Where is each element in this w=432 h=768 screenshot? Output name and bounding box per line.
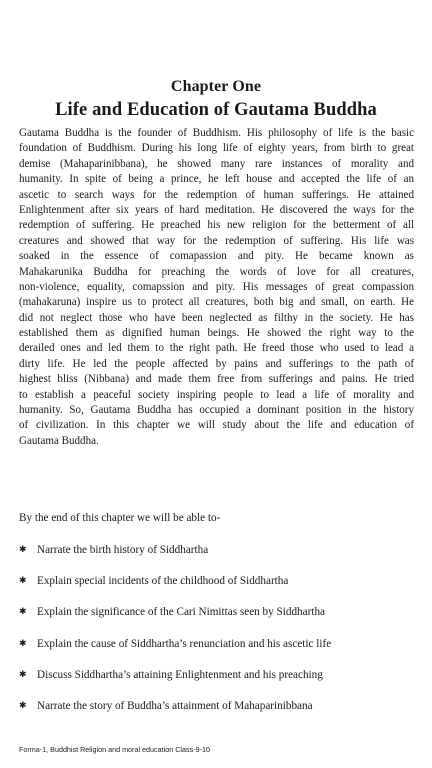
paragraph-line: soaked in the essence of comapassion and pity. He became known as bbox=[19, 250, 414, 263]
paragraph-line: Enlightenment after six years of hard meditation. He discovered the ways for the bbox=[19, 203, 414, 216]
paragraph-line: Mahakarunika Buddha for preaching the words of love for all creatures, bbox=[19, 265, 414, 278]
intro-paragraph bbox=[19, 126, 414, 449]
objective-item bbox=[19, 575, 414, 606]
paragraph-line: to establish a peaceful society inspiring people to lead a life of morality and bbox=[19, 388, 414, 401]
paragraph-line: foundation of Buddhism. During his long life of eighty years, from birth to great bbox=[19, 142, 414, 155]
paragraph-line: creatures and showed that way for the redemption of suffering. His life was bbox=[19, 234, 414, 247]
objectives-list bbox=[19, 544, 414, 731]
objective-text: Explain special incidents of the childhood of Siddhartha bbox=[37, 575, 289, 588]
asterisk-bullet-icon: ✱ bbox=[19, 699, 27, 710]
paragraph-line: humanity. So, Gautama Buddha has occupied a dominant position in the history bbox=[19, 404, 414, 417]
paragraph-line: established them as dignified human beings. He showed the right way to the bbox=[19, 327, 414, 340]
paragraph-line: Gautama Buddha. bbox=[19, 434, 99, 447]
page-footer: Forma-1, Buddhist Religion and moral education Class-9-10 bbox=[19, 745, 210, 754]
asterisk-bullet-icon: ✱ bbox=[19, 606, 27, 617]
paragraph-line: derailed ones and led them to the right path. He freed those who used to lead a bbox=[19, 342, 414, 355]
paragraph-line: of civilization. In this chapter we will study about the life and education of bbox=[19, 419, 414, 432]
asterisk-bullet-icon: ✱ bbox=[19, 637, 27, 648]
paragraph-line: (mahakaruna) inspire us to protect all creatures, both big and small, on earth. He bbox=[19, 296, 414, 309]
chapter-title: Life and Education of Gautama Buddha bbox=[55, 100, 377, 120]
objective-text: Discuss Siddhartha’s attaining Enlightenment and his preaching bbox=[37, 668, 323, 681]
paragraph-line: non-violence, equality, comapssion and pity. His messages of great compassion bbox=[19, 280, 414, 293]
objective-text: Narrate the story of Buddha’s attainment of Mahaparinibbana bbox=[37, 699, 313, 712]
paragraph-line: demise (Mahaparinibbana), he showed many rare instances of morality and bbox=[19, 157, 414, 170]
paragraph-line: ascetic to search ways for the redemption of human sufferings. He attained bbox=[19, 188, 414, 201]
paragraph-line: did not neglect those who have been neglected as filthy in the society. He has bbox=[19, 311, 414, 324]
asterisk-bullet-icon: ✱ bbox=[19, 544, 27, 554]
paragraph-line: redemption of suffering. He preached his new religion for the betterment of all bbox=[19, 219, 414, 232]
objective-text: Narrate the birth history of Siddhartha bbox=[37, 544, 209, 556]
objective-item bbox=[19, 700, 414, 731]
objective-item bbox=[19, 669, 414, 700]
asterisk-bullet-icon: ✱ bbox=[19, 575, 27, 586]
paragraph-line: Gautama Buddha is the founder of Buddhism. His philosophy of life is the basic bbox=[19, 127, 414, 139]
asterisk-bullet-icon: ✱ bbox=[19, 668, 27, 679]
objective-item bbox=[19, 638, 414, 669]
objective-item bbox=[19, 606, 414, 637]
objective-text: Explain the cause of Siddhartha’s renunciation and his ascetic life bbox=[37, 637, 332, 650]
objective-text: Explain the significance of the Cari Nimittas seen by Siddhartha bbox=[37, 606, 326, 619]
paragraph-line: humanity. In spite of being a prince, he left house and accepted the life of an bbox=[19, 173, 414, 186]
paragraph-line: highest bliss (Nibbana) and made them free from sufferings and pains. He tried bbox=[19, 373, 414, 386]
objective-item bbox=[19, 544, 414, 575]
chapter-number: Chapter One bbox=[170, 78, 262, 95]
paragraph-line: dirty life. He led the people affected by pains and sufferings to the path of bbox=[19, 357, 414, 370]
objectives-lead-in: By the end of this chapter we will be able to- bbox=[19, 512, 221, 524]
